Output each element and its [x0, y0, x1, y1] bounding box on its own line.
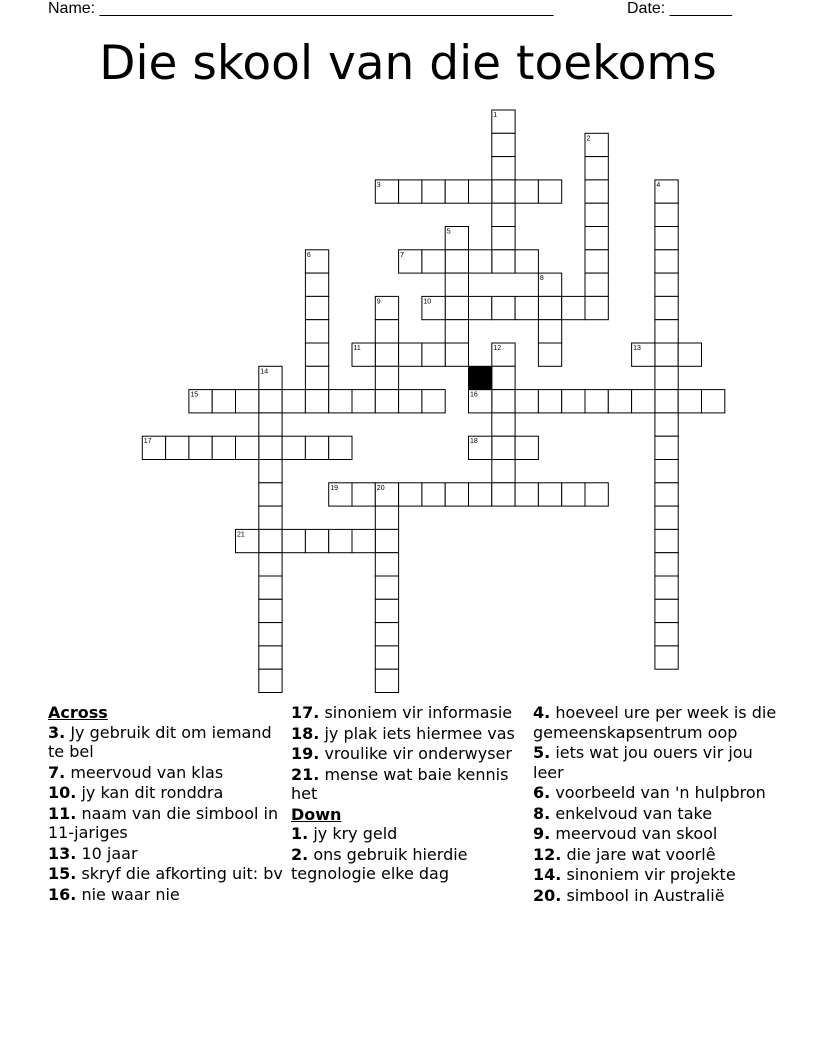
grid-cell[interactable] [259, 576, 282, 599]
clue-across-21: 21. mense wat baie kennis het [291, 764, 509, 803]
clue-number: 16 [470, 391, 478, 399]
grid-cell[interactable] [632, 390, 655, 413]
grid-cell[interactable] [655, 460, 678, 483]
grid-cell[interactable] [212, 390, 235, 413]
grid-cell[interactable] [375, 623, 398, 646]
grid-cell[interactable] [305, 320, 328, 343]
grid-cell[interactable] [375, 646, 398, 669]
grid-cell[interactable] [259, 390, 282, 413]
grid-cell[interactable] [655, 250, 678, 273]
grid-cell[interactable] [352, 483, 375, 506]
grid-cell[interactable] [422, 343, 445, 366]
grid-cell[interactable] [282, 529, 305, 552]
grid-cell[interactable] [585, 180, 608, 203]
grid-cell[interactable] [399, 343, 422, 366]
clue-number: 17 [143, 438, 152, 446]
grid-cell[interactable] [655, 623, 678, 646]
grid-cell[interactable] [259, 529, 282, 552]
grid-cell[interactable] [492, 157, 515, 180]
clue-number: 11 [353, 345, 361, 352]
grid-cell[interactable] [538, 343, 561, 366]
grid-cell[interactable] [585, 483, 608, 506]
grid-cell[interactable] [305, 366, 328, 389]
clue-number: 12 [493, 345, 502, 352]
grid-cell[interactable] [422, 250, 445, 273]
clue-down-4: 4. hoeveel ure per week is die gemeenskapsentrum oop [533, 703, 777, 742]
clue-number: 18 [470, 438, 478, 446]
grid-cell[interactable] [422, 390, 445, 413]
grid-cell[interactable] [259, 506, 282, 529]
grid-cell[interactable] [655, 529, 678, 552]
clue-number: 14 [260, 368, 269, 376]
clue-down-2: 2. ons gebruik hierdie tegnologie elke dag [291, 844, 468, 883]
grid-cell[interactable] [236, 390, 259, 413]
grid-cell[interactable] [305, 343, 328, 366]
grid-cell[interactable] [538, 390, 561, 413]
grid-cell[interactable] [492, 227, 515, 250]
grid-cell[interactable] [515, 483, 538, 506]
grid-cell[interactable] [655, 296, 678, 319]
clue-number: 5 [446, 228, 451, 236]
name-field-label: Name: ___________________________________________________ [48, 0, 554, 17]
grid-cell[interactable] [655, 599, 678, 622]
grid-cell[interactable] [445, 343, 468, 366]
grid-cell[interactable] [492, 250, 515, 273]
grid-cell[interactable] [492, 366, 515, 389]
grid-cell[interactable] [375, 599, 398, 622]
clue-number: 4 [656, 181, 661, 189]
grid-cell[interactable] [492, 296, 515, 319]
grid-cell[interactable] [538, 320, 561, 343]
grid-cell[interactable] [562, 483, 585, 506]
grid-cell[interactable] [655, 553, 678, 576]
grid-cell[interactable] [515, 250, 538, 273]
grid-cell[interactable] [375, 343, 398, 366]
clue-number: 8 [539, 275, 544, 283]
clue-number: 9 [376, 298, 381, 306]
clue-across-7: 7. meervoud van klas [48, 762, 224, 782]
grid-cell[interactable] [469, 483, 492, 506]
clue-number: 10 [423, 298, 432, 306]
clue-down-12: 12. die jare wat voorlê [533, 844, 716, 864]
grid-cell[interactable] [329, 529, 352, 552]
clue-across-18: 18. jy plak iets hiermee vas [291, 723, 515, 743]
clue-number: 2 [586, 135, 591, 143]
grid-cell[interactable] [329, 390, 352, 413]
grid-cell[interactable] [259, 413, 282, 436]
clue-number: 20 [376, 484, 385, 492]
grid-cell[interactable] [259, 669, 282, 692]
grid-cell[interactable] [259, 436, 282, 459]
grid-cell[interactable] [492, 180, 515, 203]
clue-down-9: 9. meervoud van skool [533, 824, 718, 843]
grid-cell[interactable] [585, 157, 608, 180]
grid-cell[interactable] [562, 296, 585, 319]
grid-cell[interactable] [259, 646, 282, 669]
grid-cell[interactable] [469, 296, 492, 319]
grid-cell[interactable] [259, 460, 282, 483]
clue-across-17: 17. sinoniem vir informasie [291, 703, 513, 722]
grid-cell[interactable] [445, 483, 468, 506]
grid-cell[interactable] [678, 390, 701, 413]
grid-cell[interactable] [655, 646, 678, 669]
grid-cell[interactable] [655, 320, 678, 343]
clue-down-14: 14. sinoniem vir projekte [533, 865, 736, 884]
grid-cell[interactable] [259, 483, 282, 506]
clue-across-16: 16. nie waar nie [48, 884, 180, 904]
grid-cell[interactable] [259, 553, 282, 576]
grid-cell[interactable] [375, 320, 398, 343]
grid-cell[interactable] [375, 669, 398, 692]
clue-down-1: 1. jy kry geld [291, 824, 398, 843]
grid-cell[interactable] [515, 180, 538, 203]
grid-cell[interactable] [515, 390, 538, 413]
grid-cell[interactable] [655, 390, 678, 413]
clue-across-10: 10. jy kan dit ronddra [48, 783, 224, 802]
grid-cell[interactable] [585, 227, 608, 250]
black-cell [469, 366, 492, 389]
grid-cell[interactable] [585, 273, 608, 296]
grid-cell[interactable] [702, 390, 725, 413]
grid-cell[interactable] [282, 436, 305, 459]
clue-across-19: 19. vroulike vir onderwyser [291, 744, 512, 763]
grid-cell[interactable] [236, 436, 259, 459]
grid-cell[interactable] [422, 483, 445, 506]
grid-cell[interactable] [585, 390, 608, 413]
grid-cell[interactable] [305, 436, 328, 459]
grid-cell[interactable] [305, 529, 328, 552]
grid-cell[interactable] [585, 250, 608, 273]
grid-cell[interactable] [492, 133, 515, 156]
clue-down-8: 8. enkelvoud van take [533, 803, 713, 823]
grid-cell[interactable] [655, 483, 678, 506]
grid-cell[interactable] [585, 296, 608, 319]
page-title: Die skool van die toekoms [99, 36, 717, 91]
grid-cell[interactable] [492, 483, 515, 506]
clue-number: 1 [493, 112, 498, 119]
grid-cell[interactable] [305, 273, 328, 296]
grid-cell[interactable] [655, 227, 678, 250]
grid-cell[interactable] [492, 413, 515, 436]
clue-across-13: 13. 10 jaar [48, 843, 138, 863]
grid-cell[interactable] [305, 296, 328, 319]
grid-cell[interactable] [445, 273, 468, 296]
clue-number: 15 [190, 391, 199, 399]
clue-across-11: 11. naam van die simbool in 11-jariges [48, 803, 279, 842]
grid-cell[interactable] [352, 390, 375, 413]
grid-cell[interactable] [329, 436, 352, 459]
grid-cell[interactable] [259, 599, 282, 622]
clue-number: 19 [330, 484, 338, 492]
down-heading: Down [291, 804, 342, 824]
date-field-label: Date: _______ [627, 0, 732, 17]
grid-cell[interactable] [305, 390, 328, 413]
across-heading: Across [48, 703, 108, 722]
grid-cell[interactable] [538, 296, 561, 319]
clue-number: 7 [400, 251, 405, 259]
clue-across-3: 3. Jy gebruik dit om iemand te bel [48, 722, 272, 761]
clue-down-5: 5. iets wat jou ouers vir jou leer [533, 743, 753, 782]
clue-across-15: 15. skryf die afkorting uit: bv [48, 864, 283, 883]
grid-cell[interactable] [492, 203, 515, 226]
grid-cell[interactable] [655, 436, 678, 459]
grid-cell[interactable] [375, 366, 398, 389]
grid-cell[interactable] [375, 529, 398, 552]
grid-cell[interactable] [259, 623, 282, 646]
grid-cell[interactable] [655, 506, 678, 529]
clue-number: 13 [633, 345, 641, 352]
grid-cell[interactable] [445, 320, 468, 343]
clue-number: 6 [306, 251, 311, 259]
grid-cell[interactable] [655, 343, 678, 366]
grid-cell[interactable] [492, 390, 515, 413]
grid-cell[interactable] [375, 506, 398, 529]
clue-number: 3 [376, 181, 381, 189]
grid-cell[interactable] [585, 203, 608, 226]
grid-cell[interactable] [282, 390, 305, 413]
grid-cell[interactable] [515, 296, 538, 319]
grid-cell[interactable] [538, 483, 561, 506]
grid-cell[interactable] [655, 413, 678, 436]
clues-column-2 [291, 703, 517, 885]
grid-cell[interactable] [562, 390, 585, 413]
grid-cell[interactable] [655, 273, 678, 296]
grid-cell[interactable] [655, 203, 678, 226]
grid-cell[interactable] [422, 180, 445, 203]
grid-cell[interactable] [538, 180, 561, 203]
grid-cell[interactable] [492, 460, 515, 483]
grid-cell[interactable] [655, 576, 678, 599]
grid-cell[interactable] [469, 250, 492, 273]
grid-cell[interactable] [445, 250, 468, 273]
grid-cell[interactable] [678, 343, 701, 366]
grid-cell[interactable] [469, 180, 492, 203]
grid-cell[interactable] [212, 436, 235, 459]
grid-cell[interactable] [399, 390, 422, 413]
grid-cell[interactable] [399, 483, 422, 506]
grid-cell[interactable] [375, 553, 398, 576]
grid-cell[interactable] [375, 390, 398, 413]
grid-cell[interactable] [399, 180, 422, 203]
grid-cell[interactable] [608, 390, 631, 413]
grid-cell[interactable] [166, 436, 189, 459]
clue-down-6: 6. voorbeeld van 'n hulpbron [533, 783, 766, 802]
grid-cell[interactable] [375, 576, 398, 599]
clue-down-20: 20. simbool in Australië [533, 885, 725, 905]
grid-cell[interactable] [445, 296, 468, 319]
grid-cell[interactable] [655, 366, 678, 389]
clues-column-1 [48, 703, 284, 905]
grid-cell[interactable] [445, 180, 468, 203]
grid-cell[interactable] [352, 529, 375, 552]
grid-cell[interactable] [189, 436, 212, 459]
clue-number: 21 [237, 531, 245, 539]
grid-cell[interactable] [515, 436, 538, 459]
grid-cell[interactable] [492, 436, 515, 459]
clues-column-3 [533, 703, 778, 906]
